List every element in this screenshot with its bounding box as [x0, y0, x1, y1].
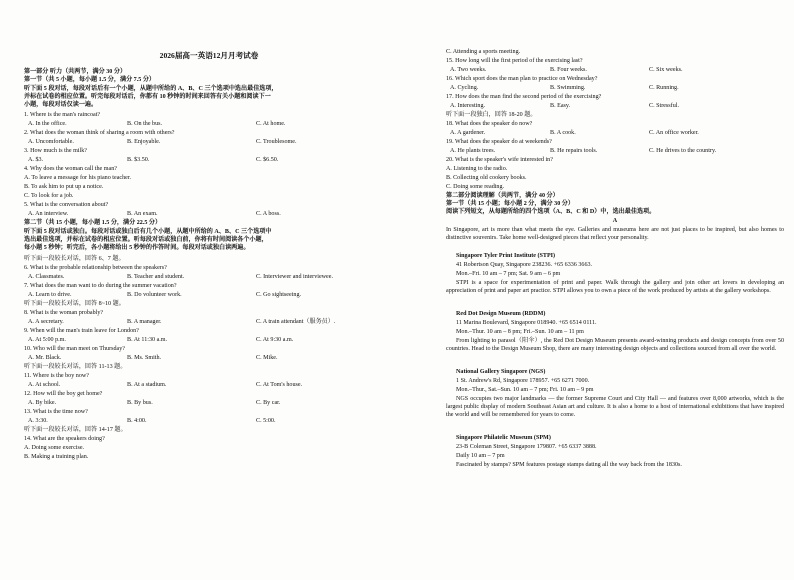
venue-hours: Daily 10 am – 7 pm [456, 453, 505, 459]
option: C. Stressful. [649, 103, 679, 109]
option: C. At Tom's house. [256, 382, 303, 388]
section2-instruction: 听下面 5 段对话或独白。每段对话或独白后有几个小题，从题中所给的 A、B、C 三个选项中 [24, 229, 272, 235]
option: C. He drives to the country. [649, 148, 717, 154]
option: A. He plants trees. [450, 148, 496, 154]
venue-description: STPI is a space for experimentation of print and paper. Walk through the gallery and join other art lovers in developing an appreciation of print and paper art practice. STPI allows you to own a piece of the work produced by artists at the gallery workshops. [446, 280, 784, 294]
option: C. Running. [649, 85, 679, 91]
option: A. Interesting. [450, 103, 486, 109]
option: A. A gardener. [450, 130, 486, 136]
option: B. Swimming. [550, 85, 586, 91]
question-options [24, 399, 394, 407]
question-options [24, 291, 394, 299]
venue-hours: Mon.–Thur., Sat.–Sun. 10 am – 7 pm; Fri. 10 am – 9 pm [456, 387, 594, 393]
question-options [446, 147, 794, 155]
question-stem: 15. How long will the first period of the exercising last? [446, 58, 583, 64]
section2-instruction: 每小题 5 秒钟；听完后，各小题将给出 5 秒钟的作答时间。每段对话或独白读两遍。 [24, 245, 250, 251]
section1-instruction: 并标在试卷的相应位置。听完每段对话后，你都有 10 秒钟的时间来回答有关小题和阅读下一 [24, 94, 271, 100]
option: C. A boss. [256, 211, 281, 217]
option: C. At home. [256, 121, 286, 127]
option: C. Interviewer and interviewee. [256, 274, 333, 280]
option: B. Teacher and student. [127, 274, 185, 280]
venue-address: 1 St. Andrew's Rd, Singapore 178957. +65 6271 7000. [456, 378, 590, 384]
option: B. Making a training plan. [24, 454, 89, 460]
option: B. On the bus. [127, 121, 163, 127]
option: B. Four weeks. [550, 67, 587, 73]
venue-address: 23-B Coleman Street, Singapore 179807. +65 6337 3888. [456, 444, 597, 450]
venue-description: From lighting to parasol（阳伞）, the Red Dot Design Museum presents award-winning products and design concepts from over 50 countries. Head to the Design Museum Shop, there are many interesting design objects and collections sourced from all over the world. [446, 338, 784, 352]
option: C. A train attendant（服务员）. [256, 319, 336, 325]
question-options [24, 273, 394, 281]
option: A. An interview. [28, 211, 69, 217]
option: B. $3.50. [127, 157, 150, 163]
question-stem: 11. Where is the boy now? [24, 373, 89, 379]
option: C. 5:00. [256, 418, 276, 424]
question-stem: 16. Which sport does the man plan to practice on Wednesday? [446, 76, 598, 82]
passage-intro: In Singapore, art is more than what meets the eye. Galleries and museums here are not just places to be inspired, but also homes to distinctive souvenirs. Take home well-designed pieces that reflect your personality. [446, 227, 784, 241]
question-options [24, 156, 394, 164]
option: A. At school. [28, 382, 61, 388]
question-options [24, 417, 394, 425]
section2-heading: 第二节（共 15 小题，每小题 1.5 分，满分 22.5 分） [24, 220, 162, 226]
venue-name: Red Dot Design Museum (RDDM) [456, 311, 546, 317]
venue-name: Singapore Tyler Print Institute (STPI) [456, 253, 556, 259]
option: A. In the office. [28, 121, 67, 127]
option: B. Ms. Smith. [127, 355, 162, 361]
question-stem: 9. When will the man's train leave for London? [24, 328, 139, 334]
part2-section1-heading: 第一节（共 15 小题；每小题 2 分，满分 30 分） [446, 201, 574, 207]
listening-prompt: 听下面一段较长对话，回答 8~10 题。 [24, 301, 125, 307]
question-options [446, 84, 794, 92]
question-options [24, 138, 394, 146]
option: C. Six weeks. [649, 67, 683, 73]
question-stem: 20. What is the speaker's wife interested in? [446, 157, 553, 163]
question-options [24, 336, 394, 344]
venue-hours: Mon.–Thur. 10 am – 8 pm; Fri.–Sun. 10 am – 11 pm [456, 329, 584, 335]
question-options [446, 129, 794, 137]
listening-prompt: 听下面一段独白，回答 18-20 题。 [446, 112, 537, 118]
venue-description: Fascinated by stamps? SPM features postage stamps dating all the way back from the 1830s. [456, 462, 682, 468]
question-stem: 14. What are the speakers doing? [24, 436, 105, 442]
exam-title: 2026届高一英语12月月考试卷 [159, 51, 259, 60]
option: B. At a stadium. [127, 382, 167, 388]
option: B. To ask him to put up a notice. [24, 184, 104, 190]
option: A. Two weeks. [450, 67, 487, 73]
question-stem: 17. How does the man find the second period of the exercising? [446, 94, 602, 100]
section1-instruction: 小题，每段对话仅读一遍。 [24, 102, 98, 108]
listening-prompt: 听下面一段较长对话，回答 6、7 题。 [24, 256, 125, 262]
question-stem: 6. What is the probable relationship between the speakers? [24, 265, 167, 271]
option: C. Go sightseeing. [256, 292, 302, 298]
listening-prompt: 听下面一段较长对话，回答 11-13 题。 [24, 364, 127, 370]
option: C. $6.50. [256, 157, 279, 163]
question-options [24, 354, 394, 362]
question-stem: 8. What is the woman probably? [24, 310, 104, 316]
option: C. An office worker. [649, 130, 699, 136]
option: A. Doing some exercise. [24, 445, 85, 451]
listening-prompt: 听下面一段较长对话，回答 14-17 题。 [24, 427, 127, 433]
part1-heading: 第一部分 听力（共两节，满分 30 分） [24, 69, 127, 75]
option: C. Doing some reading. [446, 184, 505, 190]
venue-hours: Mon.–Fri. 10 am – 7 pm; Sat. 9 am – 6 pm [456, 271, 561, 277]
option: B. By bus. [127, 400, 153, 406]
question-stem: 1. Where is the man's raincoat? [24, 112, 101, 118]
option: A. $3. [28, 157, 44, 163]
option: C. To look for a job. [24, 193, 74, 199]
venue-address: 11 Marina Boulevard, Singapore 018940. +65 6514 0111. [456, 320, 597, 326]
option: B. An exam. [127, 211, 158, 217]
question-stem: 12. How will the boy get home? [24, 391, 103, 397]
question-options [24, 381, 394, 389]
option: A. A secretary. [28, 319, 64, 325]
question-stem: 4. Why does the woman call the man? [24, 166, 117, 172]
option: A. Classmates. [28, 274, 65, 280]
option: B. At 11:30 a.m. [127, 337, 168, 343]
question-options [24, 318, 394, 326]
option: B. Collecting old cookery books. [446, 175, 527, 181]
option: B. Enjoyable. [127, 139, 161, 145]
question-stem: 13. What is the time now? [24, 409, 88, 415]
question-options [24, 120, 394, 128]
option: C. Attending a sports meeting. [446, 49, 521, 55]
option: A. To leave a message for his piano teacher. [24, 175, 132, 181]
venue-name: National Gallery Singapore (NGS) [456, 369, 546, 375]
question-stem: 18. What does the speaker do now? [446, 121, 533, 127]
question-stem: 7. What does the man want to do during the summer vacation? [24, 283, 177, 289]
venue-address: 41 Robertson Quay, Singapore 238236. +65 6336 3663. [456, 262, 593, 268]
question-options [446, 102, 794, 110]
option: B. 4:00. [127, 418, 147, 424]
question-stem: 5. What is the conversation about? [24, 202, 109, 208]
option: A. Mr. Black. [28, 355, 62, 361]
option: C. Mike. [256, 355, 278, 361]
question-options [24, 210, 394, 218]
question-stem: 2. What does the woman think of sharing a room with others? [24, 130, 175, 136]
passage-letter: A [612, 218, 618, 224]
option: A. Uncomfortable. [28, 139, 74, 145]
option: C. By car. [256, 400, 281, 406]
option: A. By bike. [28, 400, 57, 406]
option: A. At 5:00 p.m. [28, 337, 66, 343]
venue-name: Singapore Philatelic Museum (SPM) [456, 435, 551, 441]
option: C. At 9:30 a.m. [256, 337, 294, 343]
option: B. Do volunteer work. [127, 292, 182, 298]
question-options [446, 66, 794, 74]
question-stem: 10. Who will the man meet on Thursday? [24, 346, 125, 352]
option: A. Learn to drive. [28, 292, 72, 298]
option: A. 3:30. [28, 418, 48, 424]
question-stem: 3. How much is the milk? [24, 148, 87, 154]
option: B. A cook. [550, 130, 576, 136]
section2-instruction: 选出最佳选项，并标在试卷的相应位置。听每段对话或独白前，你将有时间阅读各个小题， [24, 237, 268, 243]
option: B. He repairs tools. [550, 148, 598, 154]
section1-heading: 第一节（共 5 小题，每小题 1.5 分，满分 7.5 分） [24, 77, 156, 83]
section1-instruction: 听下面 5 段对话，每段对话后有一个小题，从题中所给的 A、B、C 三个选项中选出最佳选项， [24, 86, 278, 92]
option: B. Easy. [550, 103, 571, 109]
part2-instruction: 阅读下列短文，从每题所给的四个选项（A、B、C 和 D）中，选出最佳选项。 [446, 209, 656, 215]
question-stem: 19. What does the speaker do at weekends? [446, 139, 552, 145]
venue-description: NGS occupies two major landmarks — the former Supreme Court and City Hall — and features over 8,000 artworks, which is the largest public display of modern Southeast Asian art and culture. It is also a home to a host of international exhibitions that have inspired the world and will be remembered for years to come. [446, 396, 784, 418]
option: B. A manager. [127, 319, 162, 325]
part2-heading: 第二部分阅读理解（共两节，满分 40 分） [446, 193, 559, 199]
option: A. Cycling. [450, 85, 479, 91]
option: A. Listening to the radio. [446, 166, 508, 172]
option: C. Troublesome. [256, 139, 297, 145]
